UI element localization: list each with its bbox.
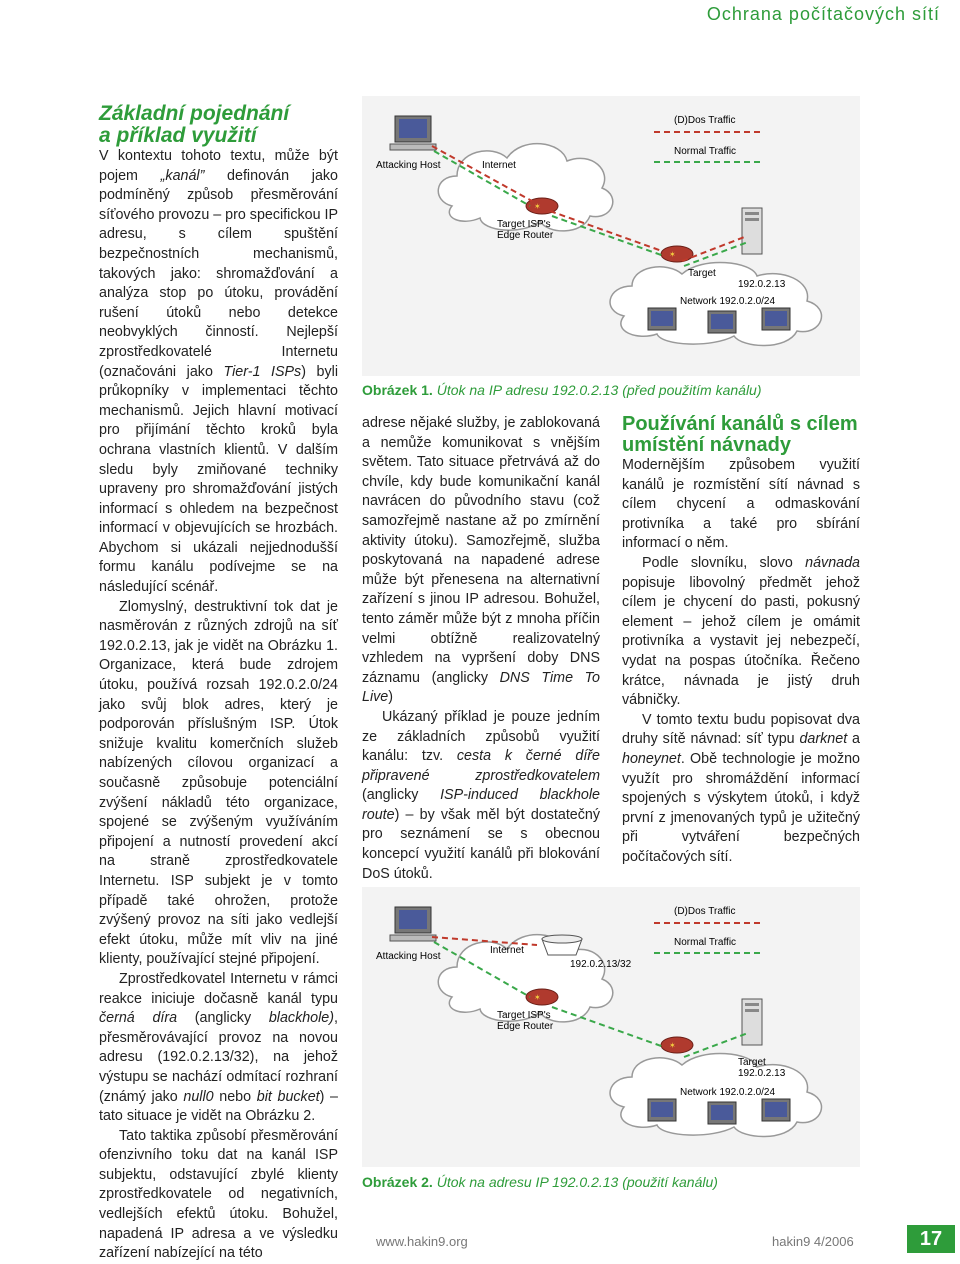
figure-2-diagram bbox=[362, 887, 860, 1167]
network-computer-icon bbox=[648, 1099, 676, 1121]
column-right bbox=[622, 414, 860, 867]
svg-text:✶: ✶ bbox=[669, 250, 676, 259]
column-middle bbox=[362, 414, 600, 884]
network-label: Network 192.0.2.0/24 bbox=[680, 296, 776, 307]
target-address-label: 192.0.2.13 bbox=[738, 279, 786, 290]
section-heading: Základní pojednání a příklad využití bbox=[99, 102, 290, 147]
paragraph: adrese nějaké služby, je zablokovaná a nemůže komunikovat s vnějším světem. Tato situace přetrvává až do chvíle, kdy bude komunikační kanál navrácen do původního stavu (což samozřejmě nastane až po zmírnění aktivity útoku). Samozřejmě, služba poskytovaná na napadené adrese může být přenesena na alternativní zařízení s jinou IP adresou. Bohužel, tento záměr může být z mnoha příčin velmi obtížně realizovatelný vzhledem na vypršení doby DNS záznamu (anglicky DNS Time To Live) bbox=[362, 415, 600, 706]
svg-text:✶: ✶ bbox=[534, 993, 541, 1002]
attacking-host-label: Attacking Host bbox=[376, 951, 441, 962]
network-label: Network 192.0.2.0/24 bbox=[680, 1087, 776, 1098]
target-server-icon bbox=[742, 208, 762, 254]
network-computer-icon bbox=[762, 308, 790, 330]
edge-router-label-2: Edge Router bbox=[497, 230, 554, 241]
target-label: Target bbox=[688, 268, 716, 279]
edge-router-label-1: Target ISP's bbox=[497, 219, 551, 230]
attacking-host-label: Attacking Host bbox=[376, 160, 441, 171]
legend-dos-label: (D)Dos Traffic bbox=[674, 115, 736, 126]
paragraph: Tato taktika způsobí přesměrování ofenzivního toku dat na kanál ISP subjektu, odstavující zbylé klienty zprostředkovatele od negativních, vedlejších efektů útoku. Bohužel, napadená IP adresa a ve výsledku zařízení nabízející na této bbox=[99, 1127, 338, 1262]
target-label: Target bbox=[738, 1057, 766, 1068]
null-route-sink-icon bbox=[542, 935, 582, 955]
internet-cloud bbox=[438, 935, 613, 1022]
network-computer-icon bbox=[708, 311, 736, 333]
footer-issue: hakin9 4/2006 bbox=[772, 1234, 854, 1249]
paragraph: Ukázaný příklad je pouze jedním ze základních způsobů využití kanálu: tzv. cesta k černé díře připravené zprostředkovatelem (anglicky ISP-induced blackhole route) – by však měl být dostatečný pro seznámení se s obecnou koncepcí využití kanálů při blokování DoS útoků. bbox=[362, 708, 601, 882]
svg-text:✶: ✶ bbox=[669, 1041, 676, 1050]
paragraph: V tomto textu budu popisovat dva druhy sítě návnad: síť typu darknet a honeynet. Obě technologie je možno využít pro shromáždění informací spojených s výskytem útoků, i když první z jmenovaných typů je užitečný při vytváření bezpečných počítačových sítí. bbox=[622, 711, 860, 865]
null-route-address-label: 192.0.2.13/32 bbox=[570, 959, 632, 970]
paragraph: V kontextu tohoto textu, může být pojem „kanál” definován jako podmíněný způsob přesměrování síťového provozu – pro specifickou IP adresu, s cílem spuštění bezpečnostních mechanismů, takových jako: shromažďování a analýza stop po útoku, provádění rušení útoků nebo detekce neobvyklých činností. Nejlepší zprostředkovatelé Internetu (označováni jako Tier-1 ISPs) byli průkopníky v implementaci těchto mechanismů. Jejich hlavní motivací pro přijímání těchto kroků byla ochrana vlastních klientů. V dalším sledu byly zmiňované techniky upraveny pro shromažďování jistých informací s ohledem na bezpečnost informací v objevujících se hrozbách. Abychom si ukázali nejjednodušší formu kanálu podívejme se na následující scénář. bbox=[99, 148, 339, 596]
paragraph: Zlomyslný, destruktivní tok dat je nasměrován z různých zdrojů na síť 192.0.2.13, jak je vidět na Obrázku 1. Organizace, která bude zdrojem útoku, používá rozsah 192.0.2.0/24 jako svůj blok adres, který je podporován příslušným ISP. Útok snižuje kvalitu komerčních služeb nabízených cílovou organizací a současně způsobuje potenciální zvýšení nákladů této organizace, spojené se zvýšeným využíváním připojení a nutností provedení akcí na straně zprostředkovatele Internetu. ISP subjekt je v tomto případě také ohrožen, protože zvýšený provoz na síti jako vedlejší efekt útoku, může mít vliv na jiné klienty, používající stejné připojení. bbox=[99, 598, 338, 968]
edge-router-icon bbox=[526, 989, 558, 1005]
internet-cloud bbox=[438, 144, 613, 231]
paragraph: Modernějším způsobem využití kanálů je rozmístění sítí návnad s cílem chycení a odmaskování protivníka a také pro sbírání informací o něm. bbox=[622, 457, 860, 552]
paragraph: Zprostředkovatel Internetu v rámci reakce iniciuje dočasně kanál typu černá díra (anglicky blackhole), přesměrovávající provoz na novou adresu (192.0.2.13/32), na jehož výstupu se nachází odmítací rozhraní (známý jako null0 nebo bit bucket) – tato situace je vidět na Obrázku 2. bbox=[99, 970, 339, 1125]
footer-url[interactable]: www.hakin9.org bbox=[376, 1234, 468, 1249]
internet-label: Internet bbox=[490, 945, 524, 956]
customer-router-icon bbox=[661, 246, 693, 262]
network-computer-icon bbox=[708, 1102, 736, 1124]
figure-2-caption: Obrázek 2. Útok na adresu IP 192.0.2.13 (použití kanálu) bbox=[362, 1174, 718, 1190]
target-server-icon bbox=[742, 999, 762, 1045]
customer-router-icon bbox=[661, 1037, 693, 1053]
legend-dos-label: (D)Dos Traffic bbox=[674, 906, 736, 917]
column-left bbox=[99, 103, 338, 1264]
target-address-label: 192.0.2.13 bbox=[738, 1068, 786, 1079]
network-computer-icon bbox=[648, 308, 676, 330]
edge-router-label-2: Edge Router bbox=[497, 1021, 554, 1032]
legend-normal-label: Normal Traffic bbox=[674, 937, 737, 948]
section-heading: Používání kanálů s cílem umístění návnady bbox=[622, 413, 858, 456]
attacking-host-computer-icon bbox=[390, 907, 436, 941]
figure-1-caption: Obrázek 1. Útok na IP adresu 192.0.2.13 (před použitím kanálu) bbox=[362, 382, 762, 398]
svg-text:✶: ✶ bbox=[534, 202, 541, 211]
network-computer-icon bbox=[762, 1099, 790, 1121]
internet-label: Internet bbox=[482, 160, 516, 171]
paragraph: Podle slovníku, slovo návnada popisuje libovolný předmět jehož cílem je chycení do pasti, pokusný element – jehož cílem je omámit protivníka a vystavit jej nebezpečí, vydat na pospas útočníka. Řečeno krátce, návnada je jistý druh vábničky. bbox=[622, 554, 860, 709]
page-number: 17 bbox=[907, 1225, 955, 1253]
running-header: Ochrana počítačových sítí bbox=[706, 4, 940, 24]
legend-normal-label: Normal Traffic bbox=[674, 146, 737, 157]
edge-router-label-1: Target ISP's bbox=[497, 1010, 551, 1021]
attacking-host-computer-icon bbox=[390, 116, 436, 150]
figure-1-diagram bbox=[362, 96, 860, 376]
